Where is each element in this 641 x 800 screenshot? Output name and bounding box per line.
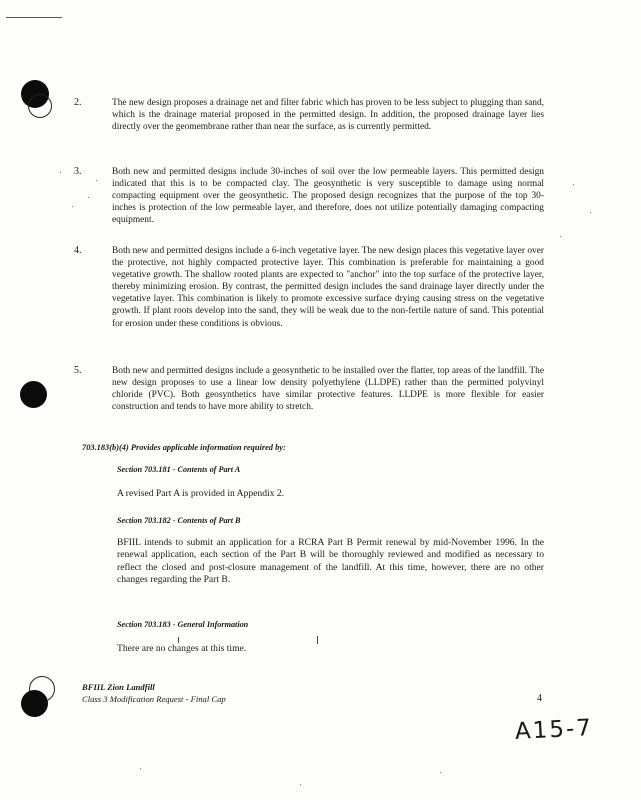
list-item bbox=[74, 365, 544, 413]
scan-mark bbox=[178, 637, 179, 643]
list-item bbox=[74, 97, 544, 133]
item-text: The new design proposes a drainage net and filter fabric which has proven to be less subject to plugging than sand, which is the drainage material proposed in the permitted design. In addition, the proposed drainage layer lies directly over the geomembrane rather than near the surface, as is currently permitted. bbox=[112, 98, 544, 133]
section-text: A revised Part A is provided in Appendix 2. bbox=[117, 488, 285, 499]
item-number: 5. bbox=[74, 365, 82, 376]
item-text: Both new and permitted designs include a 6-inch vegetative layer. The new design places this vegetative layer over the protective, not highly compacted protective layer. This combination is preferable for maintaining a good vegetative growth. The shallow rooted plants are expected to "anchor" into the top surface of the protective layer, thereby minimizing erosion. By contrast, the permitted design includes the sand drainage layer directly under the vegetative layer. This combination is likely to promote excessive surface drying causing stress on the vegetative growth. If plant roots develop into the sand, they will be weak due to the non-fertile nature of sand. This potential for erosion under these conditions is obvious. bbox=[112, 246, 544, 329]
scan-speck bbox=[440, 772, 441, 773]
list-item bbox=[74, 245, 544, 330]
section-heading: Section 703.183 - General Information bbox=[117, 620, 249, 629]
punch-hole-bottom bbox=[21, 690, 48, 717]
handwritten-page-stamp: A15-7 bbox=[514, 714, 594, 746]
scan-speck bbox=[573, 184, 574, 185]
scan-speck bbox=[140, 768, 141, 769]
scan-speck bbox=[590, 212, 591, 213]
punch-hole-ring-top bbox=[28, 94, 52, 118]
item-number: 4. bbox=[74, 245, 82, 256]
section-heading: Section 703.181 - Contents of Part A bbox=[117, 465, 241, 474]
scan-speck bbox=[60, 172, 61, 173]
scan-speck bbox=[88, 197, 89, 198]
footer-document-title: Class 3 Modification Request - Final Cap bbox=[82, 693, 226, 704]
footer-site-name: BFIIL Zion Landfill bbox=[82, 682, 155, 692]
scan-speck bbox=[560, 236, 561, 237]
top-rule bbox=[6, 17, 62, 18]
item-text: Both new and permitted designs include 30-inches of soil over the low permeable layers. This permitted design indicated that this is to be compacted clay. The geosynthetic is very susceptible to damage using normal compacting equipment over the geosynthetic. The proposed design recognizes that the purpose of the top 30-inches is protection of the low permeable layer, and therefore, does not utilize potentially damaging compacting equipment. bbox=[112, 167, 544, 226]
section-text: There are no changes at this time. bbox=[117, 643, 247, 654]
section-heading: Section 703.182 - Contents of Part B bbox=[117, 516, 241, 525]
section-text: BFIIL intends to submit an application for a RCRA Part B Permit renewal by mid-November 1996. In the renewal application, each section of the Part B will be thoroughly reviewed and modified as necessary to reflect the closed and post-closure management of the landfill. At this time, however, there are no other changes regarding the Part B. bbox=[117, 537, 544, 586]
item-number: 2. bbox=[74, 97, 82, 108]
list-item bbox=[74, 166, 544, 226]
scan-mark bbox=[317, 636, 318, 644]
scan-speck bbox=[96, 180, 97, 181]
item-text: Both new and permitted designs include a geosynthetic to be installed over the flatter, top areas of the landfill. The new design proposes to use a linear low density polyethylene (LLDPE) rather than the permitted polyvinyl chloride (PVC). Both geosynthetics have similar protective features. LLDPE is more flexible for easier construction and tends to have more ability to stretch. bbox=[112, 366, 544, 413]
item-number: 3. bbox=[74, 166, 82, 177]
regulation-citation: 703.183(b)(4) Provides applicable information required by: bbox=[82, 443, 286, 452]
scan-speck bbox=[72, 206, 73, 207]
punch-hole-middle bbox=[20, 381, 47, 408]
scan-speck bbox=[300, 784, 301, 785]
page-footer bbox=[82, 682, 226, 705]
page-number: 4 bbox=[537, 693, 542, 704]
